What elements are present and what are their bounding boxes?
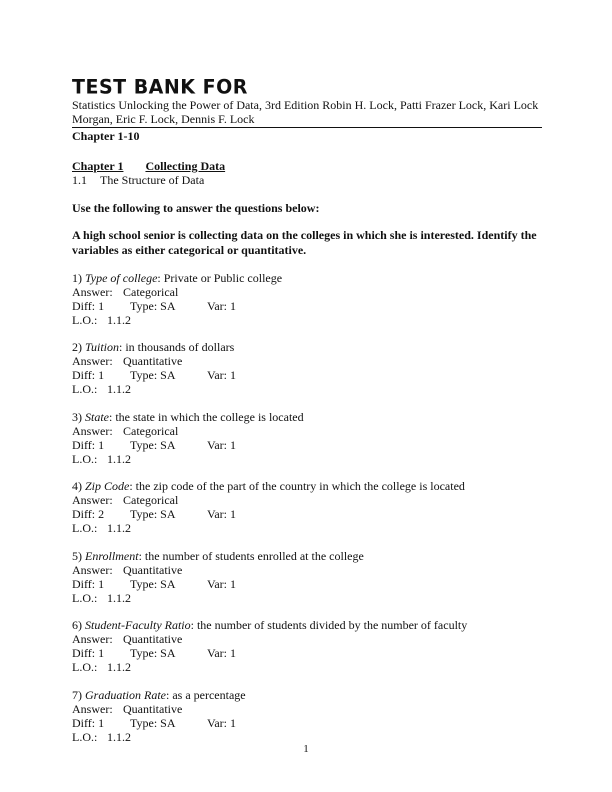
answer-value: Quantitative [123,562,183,577]
variable-description: : the zip code of the part of the country in which the college is located [129,479,465,493]
question-stem [72,479,542,493]
difficulty: Diff: 1 [72,368,105,382]
page-number: 1 [303,743,309,755]
answer-label: Answer: [72,632,113,646]
lo-value: 1.1.2 [107,451,131,466]
variable-description: : the number of students divided by the number of faculty [190,618,468,632]
difficulty: Diff: 1 [72,715,105,730]
variable-description: : the number of students enrolled at the college [138,548,364,563]
learning-objective-line [72,382,542,396]
version: Var: 1 [207,437,236,452]
answer-label: Answer: [72,284,113,299]
version: Var: 1 [207,507,236,521]
answer-line [72,354,542,368]
answer-value: Quantitative [123,354,183,368]
question-number: 1) [72,270,82,285]
chapter-name: Collecting Data [145,158,226,173]
version: Var: 1 [207,576,236,591]
meta-line [72,299,542,313]
lo-value: 1.1.2 [107,382,131,396]
lo-label: L.O.: [72,660,98,674]
difficulty: Diff: 1 [72,576,105,591]
answer-value: Categorical [123,493,179,507]
variable-name: Zip Code [85,479,130,493]
lo-value: 1.1.2 [107,590,131,605]
answer-line [72,285,542,299]
answer-label: Answer: [72,562,113,577]
question-number: 5) [72,548,82,563]
lo-label: L.O.: [72,312,98,327]
learning-objective-line [72,660,542,674]
version: Var: 1 [207,646,236,660]
question-number: 6) [72,618,82,632]
difficulty: Diff: 2 [72,507,105,521]
chapter-range: Chapter 1-10 [72,127,542,144]
meta-line [72,646,542,660]
answer-label: Answer: [72,423,113,438]
variable-name: Tuition [85,340,120,354]
lo-label: L.O.: [72,451,98,466]
learning-objective-line [72,452,542,466]
test-bank-title: TEST BANK FOR [72,75,248,99]
question-number: 3) [72,409,82,424]
variable-description: : as a percentage [166,687,246,702]
difficulty: Diff: 1 [72,646,105,660]
section-heading [72,173,542,187]
section-number: 1.1 [72,172,87,187]
variable-name: Graduation Rate [85,687,166,702]
answer-line [72,493,542,507]
question-stem [72,618,542,632]
meta-line [72,368,542,382]
answer-value: Quantitative [123,701,183,716]
question-type: Type: SA [130,507,176,521]
learning-objective-line [72,730,542,744]
answer-value: Categorical [123,284,179,299]
question-type: Type: SA [130,646,176,660]
learning-objective-line [72,313,542,327]
question-item [72,688,542,744]
question-item [72,340,542,396]
question-stem [72,410,542,424]
learning-objective-line [72,521,542,535]
question-type: Type: SA [130,298,176,313]
lo-value: 1.1.2 [107,729,131,744]
question-type: Type: SA [130,368,176,382]
lo-label: L.O.: [72,590,98,605]
instruction-text: Use the following to answer the questions below: [72,200,320,215]
chapter-number: Chapter 1 [72,158,124,173]
question-item [72,271,542,327]
meta-line [72,438,542,452]
question-stem [72,340,542,354]
question-type: Type: SA [130,576,176,591]
question-type: Type: SA [130,715,176,730]
variable-description: : in thousands of dollars [119,340,235,354]
answer-label: Answer: [72,493,113,507]
version: Var: 1 [207,298,236,313]
difficulty: Diff: 1 [72,437,105,452]
question-stem [72,271,542,285]
question-number: 4) [72,479,82,493]
variable-name: Type of college [85,270,158,285]
answer-label: Answer: [72,701,113,716]
learning-objective-line [72,591,542,605]
question-stem [72,688,542,702]
lo-label: L.O.: [72,521,98,535]
variable-name: Enrollment [85,548,139,563]
lo-value: 1.1.2 [107,521,131,535]
question-item [72,549,542,605]
answer-line [72,563,542,577]
document-page [72,76,542,757]
question-number: 2) [72,340,82,354]
lo-label: L.O.: [72,729,98,744]
answer-line [72,424,542,438]
question-list [72,271,542,744]
question-item [72,618,542,674]
variable-name: State [85,409,109,424]
variable-description: : Private or Public college [157,270,283,285]
section-name: The Structure of Data [100,172,205,187]
meta-line [72,507,542,521]
question-number: 7) [72,687,82,702]
answer-label: Answer: [72,354,113,368]
lo-label: L.O.: [72,382,98,396]
question-stem [72,549,542,563]
book-info: Statistics Unlocking the Power of Data, 3rd Edition Robin H. Lock, Patti Frazer Lock, Kari Lock Morgan, Eric F. Lock, Dennis F. Lock [72,98,539,126]
variable-description: : the state in which the college is located [109,409,304,424]
question-type: Type: SA [130,437,176,452]
answer-value: Categorical [123,423,179,438]
variable-name: Student-Faculty Ratio [85,618,191,632]
lo-value: 1.1.2 [107,312,131,327]
scenario-text: A high school senior is collecting data on the colleges in which she is interested. Identify the variables as either categorical or quantitative. [72,227,537,257]
version: Var: 1 [207,715,236,730]
meta-line [72,716,542,730]
meta-line [72,577,542,591]
question-item [72,479,542,535]
chapter-heading [72,159,542,173]
version: Var: 1 [207,368,236,382]
question-item [72,410,542,466]
answer-line [72,632,542,646]
answer-value: Quantitative [123,632,183,646]
lo-value: 1.1.2 [107,660,131,674]
difficulty: Diff: 1 [72,298,105,313]
answer-line [72,702,542,716]
